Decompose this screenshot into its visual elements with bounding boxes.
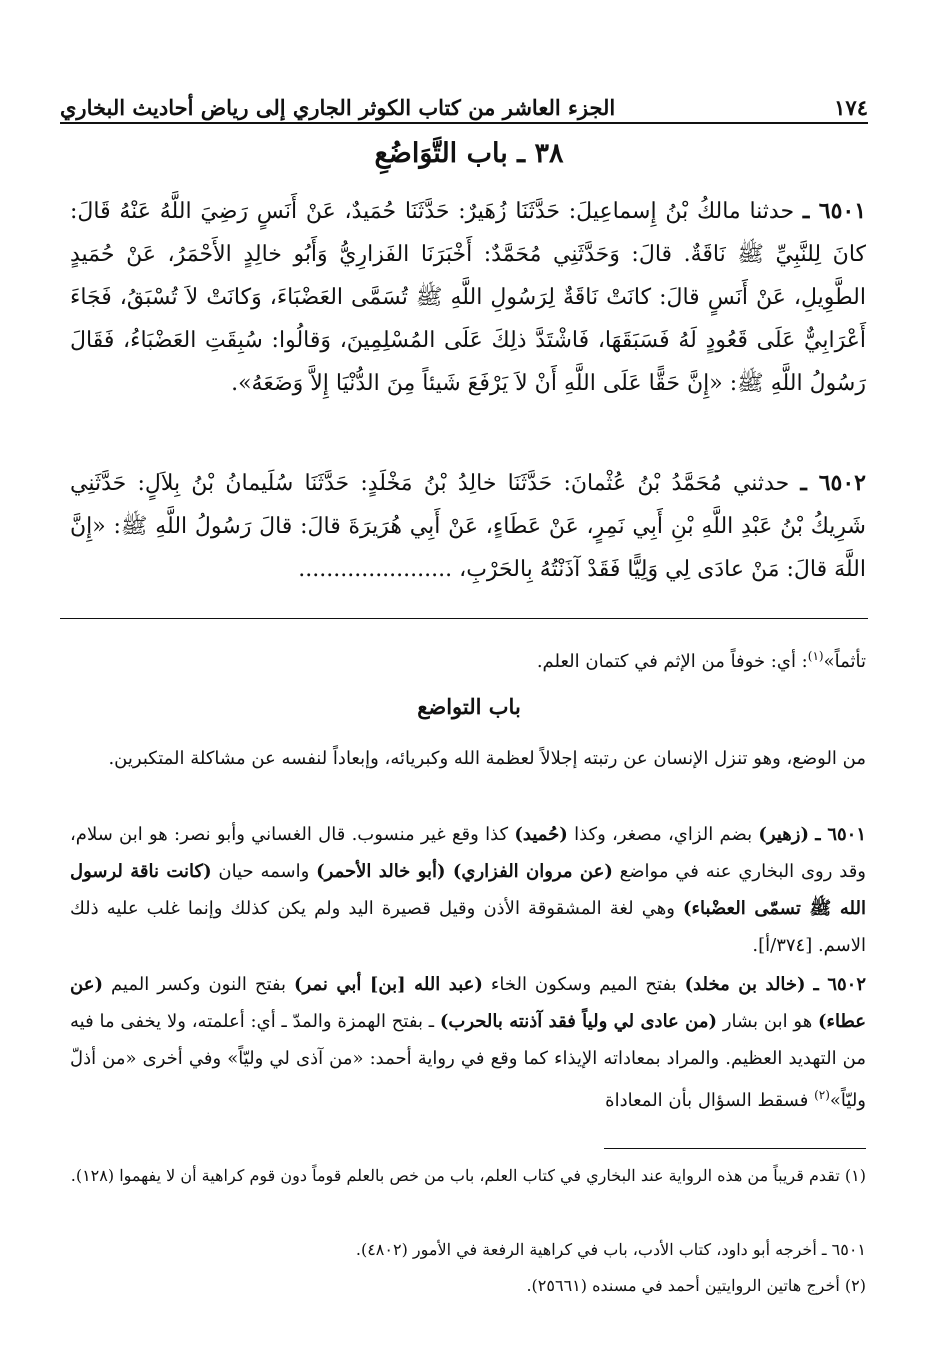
bold-term: (حُميد) xyxy=(514,824,568,845)
footnote-6501: ٦٥٠١ ـ أخرجه أبو داود، كتاب الأدب، باب في كراهية الرفعة في الأمور (٤٨٠٢). xyxy=(355,1240,866,1259)
footnote-marker: (٢) xyxy=(814,1088,830,1102)
carry-text: : أي: خوفاً من الإثم في كتمان العلم. xyxy=(536,651,808,672)
text: فسقط السؤال بأن المعاداة xyxy=(605,1090,815,1111)
commentary-6501 xyxy=(70,816,866,964)
text: بفتح الميم وسكون الخاء xyxy=(482,974,685,995)
hadith-text: حدثني مُحَمَّدُ بْنُ عُثْمانَ: حَدَّثَنَا خالِدُ بْنُ مَخْلَدٍ: حَدَّثَنَا سُلَيمانُ بْنُ بِلاَلٍ: حَدَّثَنِي شَرِيكُ بْنُ عَبْدِ اللَّهِ بْنِ أَبِي نَمِرٍ، عَنْ عَطَاءٍ، عَنْ أَبِي هُرَيرَةَ قالَ: قالَ رَسُولُ اللَّهِ ﷺ: «إِنَّ اللَّهَ قالَ: مَنْ عادَى لِي وَلِيًّا فَقَدْ آذَنْتُهُ بِالحَرْبِ، ...................... xyxy=(70,471,866,582)
bold-term: (زهير) xyxy=(758,824,809,845)
bold-term: (من عادى لي ولياً فقد آذنته بالحرب) xyxy=(439,1011,718,1032)
bold-term: (عن مروان الفزاري) (أبو خالد الأحمر) xyxy=(316,861,613,882)
footnote-marker: (١) xyxy=(807,649,824,663)
hadith-6501 xyxy=(70,190,866,405)
text: بفتح النون وكسر الميم xyxy=(102,974,294,995)
separator-rule xyxy=(60,618,868,619)
commentary-6502 xyxy=(70,966,866,1119)
footnote-rule xyxy=(604,1148,866,1149)
hadith-6502 xyxy=(70,462,866,591)
header-rule xyxy=(60,122,868,124)
bold-term: (عن عطاء) xyxy=(70,974,866,1032)
commentary-paragraph: من الوضع، وهو تنزل الإنسان عن رتبته إجلالاً لعظمة الله وكبريائه، وإبعاداً لنفسه عن مشاكلة المتكبرين. xyxy=(108,748,866,769)
bold-term: (عبد الله [بن] أبي نمر) xyxy=(294,974,483,995)
page-number: ١٧٤ xyxy=(834,95,868,120)
bold-term: (خالد بن مخلد) xyxy=(684,974,806,995)
hadith-number: ٦٥٠٢ ـ xyxy=(813,974,867,995)
hadith-number: ٦٥٠١ ـ xyxy=(815,824,866,845)
running-title: الجزء العاشر من كتاب الكوثر الجاري إلى رياض أحاديث البخاري xyxy=(60,95,616,120)
bold-term: (كانت ناقة لرسول الله ﷺ تسمّى العضْباء) xyxy=(70,861,866,919)
hadith-number: ٦٥٠٢ ـ xyxy=(800,470,866,496)
text: كذا وقع غير منسوب. قال الغساني وأبو نصر: هو ابن سلام، وقد روى البخاري عنه في مواضع xyxy=(70,824,866,882)
text: ـ بفتح الهمزة والمدّ ـ أي: أعلمته، ولا يخفى ما فيه من التهديد العظيم. والمراد بمعاداته الإيذاء كما وقع في رواية أحمد: «من آذى لي وليّاً» وفي أخرى «من أذلّ وليّاً» xyxy=(70,1011,866,1111)
footnote-1: (١) تقدم قريباً من هذه الرواية عند البخاري في كتاب العلم، باب من خص بالعلم قوماً دون قوم كراهية أن لا يفهموا (١٢٨). xyxy=(70,1166,866,1185)
chapter-title: ٣٨ ـ باب التَّوَاضُعِ xyxy=(374,138,564,169)
text: هو ابن بشار xyxy=(717,1011,818,1032)
text: بضم الزاي، مصغر، وكذا xyxy=(567,824,759,845)
hadith-number: ٦٥٠١ ـ xyxy=(802,198,867,224)
section-title: باب التواضع xyxy=(417,694,521,719)
page-header xyxy=(60,80,868,120)
carry-word: تأثماً» xyxy=(823,651,866,672)
text: واسمه حيان xyxy=(211,861,317,882)
hadith-text: حدثنا مالكُ بْنُ إِسماعِيلَ: حَدَّثَنَا زُهَيرٌ: حَدَّثَنَا حُمَيدٌ، عَنْ أَنَسٍ رَضِيَ اللَّهُ عَنْهُ قَالَ: كانَ لِلنَّبِيِّ ﷺ نَاقَةٌ. قالَ: وَحَدَّثَنِي مُحَمَّدٌ: أَخْبَرَنَا الفَزارِيُّ وَأَبُو خالِدٍ الأَحْمَرُ، عَنْ حُمَيدٍ الطَّوِيلِ، عَنْ أَنَسٍ قالَ: كانَتْ نَاقَةٌ لِرَسُولِ اللَّهِ ﷺ تُسَمَّى العَضْبَاءَ، وَكانَتْ لاَ تُسْبَقُ، فَجَاءَ أَعْرَابِيٌّ عَلَى قَعُودٍ لَهُ فَسَبَقَهَا، فَاشْتَدَّ ذلِكَ عَلَى المُسْلِمِينَ، وَقالُوا: سُبِقَتِ العَضْبَاءُ، فَقَالَ رَسُولُ اللَّهِ ﷺ: «إِنَّ حَقًّا عَلَى اللَّهِ أَنْ لاَ يَرْفَعَ شَيئاً مِنَ الدُّنْيَا إِلاَّ وَضَعَهُ». xyxy=(70,199,866,396)
text: وهي لغة المشقوقة الأذن وقيل قصيرة اليد ولم يكن كذلك وإنما غلب عليه ذلك الاسم. [٣٧٤/أ]. xyxy=(70,898,866,956)
commentary-carry-line xyxy=(70,638,866,680)
footnote-2: (٢) أخرج هاتين الروايتين أحمد في مسنده (٢٥٦٦١). xyxy=(526,1276,866,1295)
